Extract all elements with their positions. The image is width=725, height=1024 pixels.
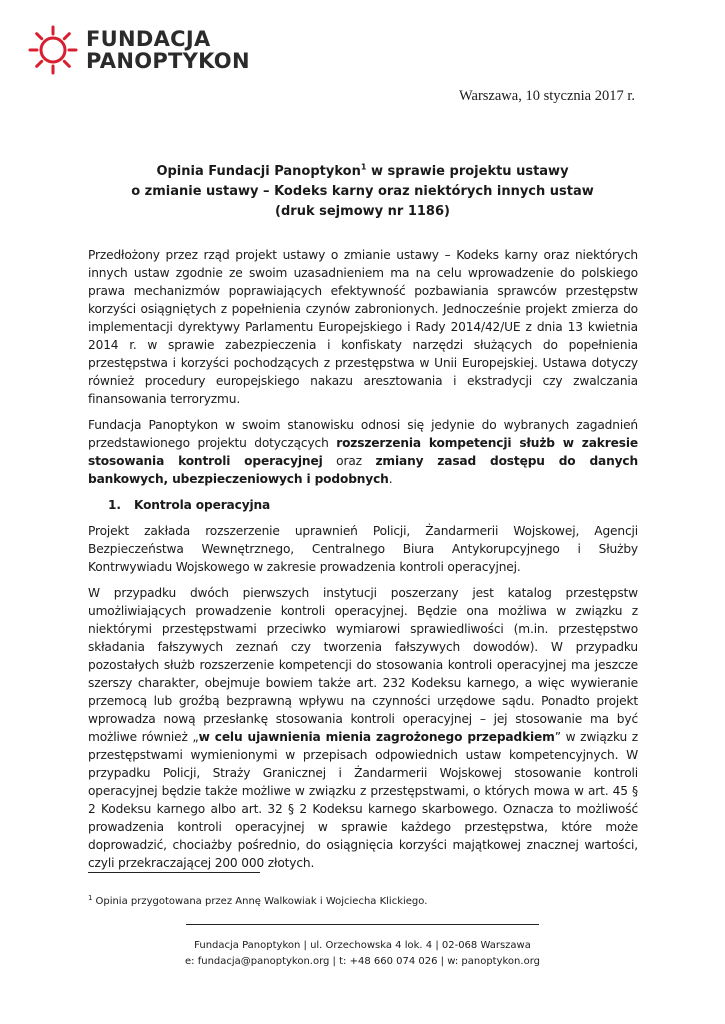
panoptykon-logo-icon — [28, 25, 78, 75]
title-line-3: (druk sejmowy nr 1186) — [275, 204, 450, 219]
document-body — [88, 246, 638, 880]
title-line-2: o zmianie ustawy – Kodeks karny oraz niektórych innych ustaw — [131, 184, 594, 199]
logo-line-2: PANOPTYKON — [86, 49, 250, 73]
section-number: 1. — [108, 498, 121, 512]
paragraph-intro: Przedłożony przez rząd projekt ustawy o zmianie ustawy – Kodeks karny oraz niektórych innych ustaw zgodnie ze swoim uzasadnieniem ma na celu wprowadzenie do polskiego prawa mechanizmów poprawiających efektywność pozbawiania sprawców przestępstw korzyści osiągniętych z popełnienia czynów zabronionych. Jednocześnie projekt zmierza do implementacji dyrektywy Parlamentu Europejskiego i Rady 2014/42/UE z dnia 13 kwietnia 2014 r. w sprawie zabezpieczenia i konfiskaty narzędzi służących do popełnienia przestępstwa i korzyści pochodzących z przestępstwa w Unii Europejskiej. Ustawa dotyczy również procedury europejskiego nakazu aresztowania i ekstradycji czy zwalczania finansowania terroryzmu. — [88, 248, 638, 406]
document-title — [0, 162, 725, 222]
footnote — [88, 893, 428, 907]
footnote-ref: 1 — [360, 162, 367, 172]
section-label: Kontrola operacyjna — [134, 498, 271, 512]
footer-address: Fundacja Panoptykon | ul. Orzechowska 4 lok. 4 | 02-068 Warszawa — [194, 940, 531, 951]
logo-line-1: FUNDACJA — [86, 27, 211, 51]
footnote-divider — [88, 872, 260, 873]
logo — [28, 22, 250, 78]
bold-phrase: zmiany zasad dostępu do danych bankowych, ubezpieczeniowych i podobnych — [88, 454, 639, 486]
footer — [0, 938, 725, 970]
paragraph-scope: Fundacja Panoptykon w swoim stanowisku odnosi się jedynie do wybranych zagadnień przedstawionego projektu dotyczących rozszerzenia kompetencji służb w zakresie stosowania kontroli operacyjnej oraz zmiany zasad dostępu do danych bankowych, ubezpieczeniowych i podobnych. — [88, 418, 639, 486]
footnote-number: 1 — [88, 893, 93, 902]
logo-wordmark — [86, 28, 250, 72]
title-line-1: Opinia Fundacji Panoptykon$^1$ w sprawie projektu ustawy — [156, 162, 569, 179]
footnote-text: Opinia przygotowana przez Annę Walkowiak i Wojciecha Klickiego. — [95, 896, 428, 907]
bold-phrase: rozszerzenia kompetencji służb w zakresie stosowania kontroli operacyjnej — [88, 436, 638, 468]
paragraph-extension: Projekt zakłada rozszerzenie uprawnień Policji, Żandarmerii Wojskowej, Agencji Bezpieczeństwa Wewnętrznego, Centralnego Biura Antykorupcyjnego i Służby Kontrwywiadu Wojskowego w zakresie prowadzenia kontroli operacyjnej. — [88, 524, 638, 574]
section-heading — [108, 496, 638, 514]
document-date: Warszawa, 10 stycznia 2017 r. — [459, 88, 635, 104]
bold-phrase: w celu ujawnienia mienia zagrożonego przepadkiem — [198, 730, 555, 744]
paragraph-details: W przypadku dwóch pierwszych instytucji poszerzany jest katalog przestępstw umożliwiających prowadzenie kontroli operacyjnej. Będzie ona możliwa w związku z niektórymi przestępstwami przeciwko wymiarowi sprawiedliwości (m.in. przestępstwo składania fałszywych zeznań czy tworzenia fałszywych dowodów). W przypadku pozostałych służb rozszerzenie kompetencji do stosowania kontroli operacyjnej ma jeszcze szerszy charakter, obejmuje bowiem także art. 232 Kodeksu karnego, a więc wywieranie przemocą lub groźbą bezprawną wpływu na czynności urzędowe sądu. Ponadto projekt wprowadza nową przesłankę stosowania kontroli operacyjnej – jej stosowanie ma być możliwe również „w celu ujawnienia mienia zagrożonego przepadkiem” w związku z przestępstwami wymienionymi w przepisach odpowiednich ustaw kompetencyjnych. W przypadku Policji, Straży Granicznej i Żandarmerii Wojskowej stosowanie kontroli operacyjnej będzie także możliwe w związku z przestępstwami, o których mowa w art. 45 § 2 Kodeksu karnego albo art. 32 § 2 Kodeksu karnego skarbowego. Oznacza to możliwość prowadzenia kontroli operacyjnej w sprawie każdego przestępstwa, które może doprowadzić, chociażby pośrednio, do osiągnięcia korzyści majątkowej znacznej wartości, czyli przekraczającej 200 000 złotych. — [88, 586, 638, 870]
footer-contact: e: fundacja@panoptykon.org | t: +48 660 074 026 | w: panoptykon.org — [185, 956, 540, 967]
footer-divider — [186, 924, 539, 925]
